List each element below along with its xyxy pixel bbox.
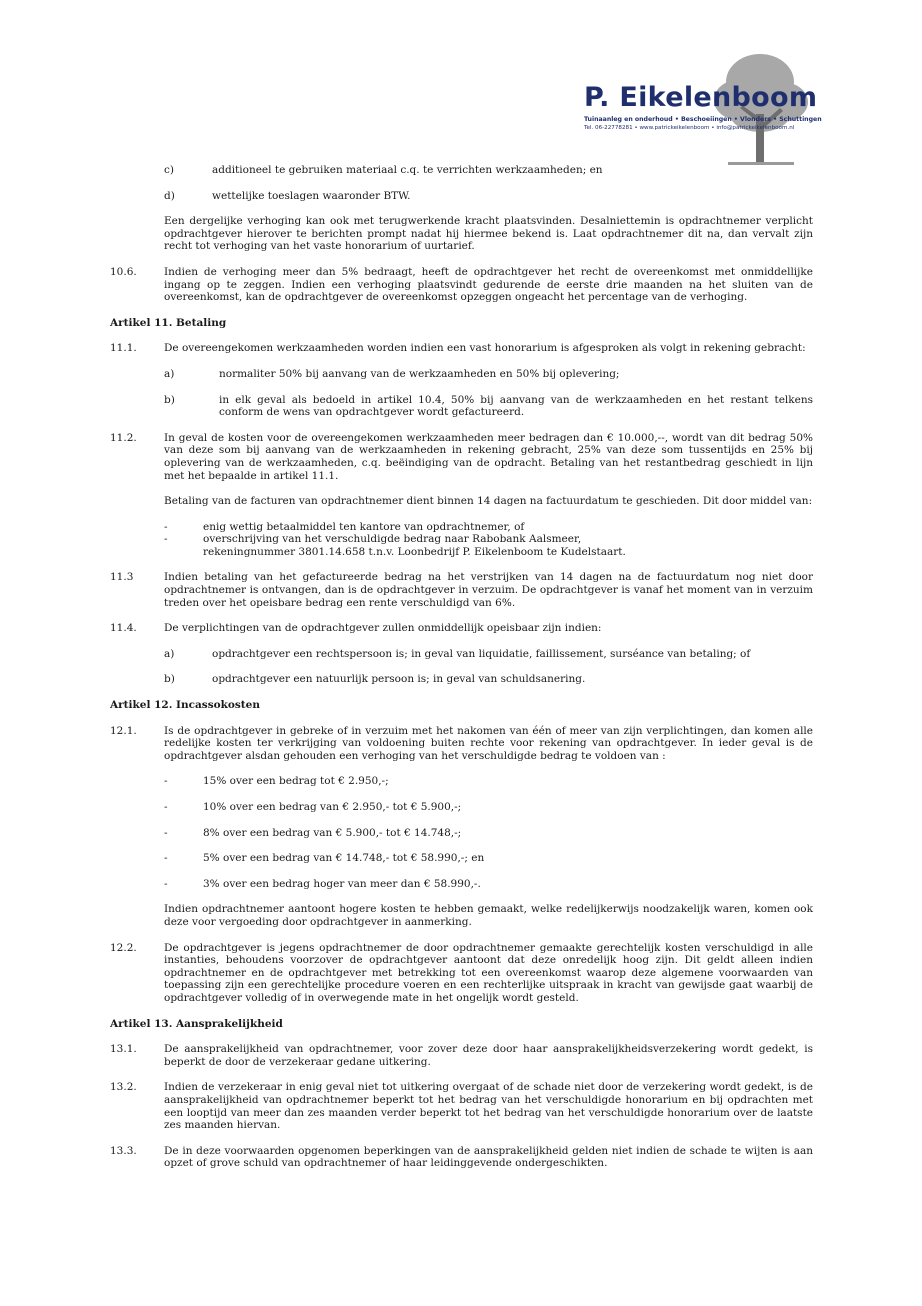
item-line: rekeningnummer 3801.14.658 t.n.v. Loonbedrijf P. Eikelenboom te Kudelstaart. [203, 545, 626, 558]
item-label: b) [164, 393, 175, 406]
list-item [164, 190, 813, 203]
list-item [164, 521, 813, 534]
clause-number: 10.6. [110, 265, 137, 278]
list-item [164, 852, 813, 865]
item-dash: - [164, 775, 168, 788]
clause-number: 11.4. [110, 622, 137, 635]
clause-13-2 [110, 1081, 813, 1131]
clause-number: 12.2. [110, 941, 137, 954]
item-label: a) [164, 647, 175, 660]
clause-number: 11.1. [110, 342, 137, 355]
clause-text: Is de opdrachtgever in gebreke of in verzuim met het nakomen van één of meer van zijn verplichtingen, dan komen alle redelijke kosten ter verkrijging van voldoening buiten rechte voor rekening van opdrachtgever. In ieder geval is de opdrachtgever alsdan gehouden een verhoging van het verschuldigde bedrag te voldoen van : [164, 724, 813, 762]
item-dash: - [164, 826, 168, 839]
clause-12-2 [110, 942, 813, 1005]
item-dash: - [164, 852, 168, 865]
item-dash: - [164, 533, 168, 546]
list-item [164, 648, 813, 661]
clause-13-1 [110, 1043, 813, 1068]
item-label: c) [164, 164, 174, 176]
clause-number: 13.1. [110, 1043, 137, 1056]
clause-number: 11.3 [110, 571, 134, 584]
list-item [164, 164, 813, 177]
clause-number: 11.2. [110, 431, 137, 444]
clause-10-6 [110, 266, 813, 304]
item-text: wettelijke toeslagen waaronder BTW. [212, 189, 411, 202]
company-name: P. Eikelenboom [584, 82, 818, 113]
company-contact: Tel. 06-22778281 • www.patrickeikelenboom • info@patrickeikelenboom.nl [584, 125, 795, 131]
item-text: 15% over een bedrag tot € 2.950,-; [203, 775, 389, 788]
item-text: 8% over een bedrag van € 5.900,- tot € 14.748,-; [203, 826, 462, 839]
clause-number: 12.1. [110, 724, 137, 737]
clause-12-1 [110, 725, 813, 763]
item-text: enig wettig betaalmiddel ten kantore van opdrachtnemer, of [203, 520, 525, 533]
item-text: 10% over een bedrag van € 2.950,- tot € 5.900,-; [203, 801, 462, 813]
list-item [164, 533, 813, 558]
clause-text: In geval de kosten voor de overeengekomen werkzaamheden meer bedragen dan € 10.000,--, wordt van dit bedrag 50% van deze som bij aanvang van de werkzaamheden in rekening gebracht, 25% van deze som tussentijds en 25% bij oplevering van de werkzaamheden, c.q. beëindiging van de opdracht. Betaling van het restantbedrag geschiedt in lijn met het bepaalde in artikel 11.1. [164, 431, 813, 482]
item-text: 5% over een bedrag van € 14.748,- tot € 58.990,-; en [203, 852, 485, 865]
list-item [164, 775, 813, 788]
section-heading: Artikel 12. Incassokosten [110, 699, 260, 712]
section-heading: Artikel 11. Betaling [110, 316, 227, 329]
item-text: normaliter 50% bij aanvang van de werkzaamheden en 50% bij oplevering; [219, 367, 620, 380]
item-text [203, 533, 813, 558]
clause-13-3 [110, 1145, 813, 1170]
clause-text: Indien de verzekeraar in enig geval niet tot uitkering overgaat of de schade niet door de verzekering wordt gedekt, is de aansprakelijkheid van opdrachtnemer beperkt tot het bedrag van het verschuldigde honorarium en bij opdrachten met een looptijd van meer dan zes maanden verder beperkt tot het bedrag van het verschuldigde honorarium over de laatste zes maanden hiervan. [164, 1081, 813, 1132]
clause-text: De opdrachtgever is jegens opdrachtnemer de door opdrachtnemer gemaakte gerechtelijk kosten verschuldigd in alle instanties, behoudens voorzover de opdrachtgever aantoont dat deze onredelijk hoog zijn. Dit geldt alleen indien opdrachtnemer en de opdrachtgever met betrekking tot een overeenkomst waarop deze algemene voorwaarden van toepassing zijn een gerechtelijke procedure voeren en een rechterlijke uitspraak in kracht van gewijsde gaat waarbij de opdrachtgever volledig of in overwegende mate in het ongelijk wordt gesteld. [164, 941, 813, 1004]
clause-text: De aansprakelijkheid van opdrachtnemer, voor zover deze door haar aansprakelijkheidsverzekering wordt gedekt, is beperkt de door de verzekeraar gedane uitkering. [164, 1043, 813, 1068]
list-item [164, 368, 813, 381]
clause-number: 13.2. [110, 1081, 137, 1094]
clause-11-4 [110, 622, 813, 635]
clause-text: De in deze voorwaarden opgenomen beperkingen van de aansprakelijkheid gelden niet indien de schade te wijten is aan opzet of grove schuld van opdrachtnemer of haar leidinggevende ondergeschikten. [164, 1144, 813, 1170]
clause-text: De verplichtingen van de opdrachtgever zullen onmiddellijk opeisbaar zijn indien: [164, 622, 602, 635]
clause-number: 13.3. [110, 1144, 137, 1157]
document-body [110, 164, 813, 1170]
item-text: opdrachtgever een rechtspersoon is; in geval van liquidatie, faillissement, surséance van betaling; of [212, 647, 751, 660]
company-tagline: Tuinaanleg en onderhoud • Beschoeiingen • Vlonders • Schuttingen [584, 116, 822, 123]
clause-11-3 [110, 571, 813, 609]
item-dash: - [164, 520, 168, 533]
clause-11-1 [110, 342, 813, 355]
item-dash: - [164, 877, 168, 890]
item-label: a) [164, 367, 175, 380]
clause-text: Indien de verhoging meer dan 5% bedraagt, heeft de opdrachtgever het recht de overeenkomst met onmiddellijke ingang op te zeggen. Indien een verhoging plaatsvindt gedurende de eerste drie maanden na het sluiten van de overeenkomst, kan de opdrachtgever de overeenkomst opzeggen ongeacht het percentage van de verhoging. [164, 265, 813, 304]
paragraph: Indien opdrachtnemer aantoont hogere kosten te hebben gemaakt, welke redelijkerwijs noodzakelijk waren, komen ook deze voor vergoeding door opdrachtgever in aanmerking. [164, 903, 813, 928]
item-text: additioneel te gebruiken materiaal c.q. te verrichten werkzaamheden; en [212, 164, 603, 176]
item-label: b) [164, 673, 175, 686]
item-text: in elk geval als bedoeld in artikel 10.4, 50% bij aanvang van de werkzaamheden en het restant telkens conform de wens van opdrachtgever wordt gefactureerd. [219, 393, 813, 419]
list-item [164, 878, 813, 891]
item-line: overschrijving van het verschuldigde bedrag naar Rabobank Aalsmeer, [203, 533, 582, 546]
clause-text: De overeengekomen werkzaamheden worden indien een vast honorarium is afgesproken als volgt in rekening gebracht: [164, 342, 806, 355]
item-text: opdrachtgever een natuurlijk persoon is; in geval van schuldsanering. [212, 673, 586, 686]
item-label: d) [164, 189, 175, 202]
paragraph: Betaling van de facturen van opdrachtnemer dient binnen 14 dagen na factuurdatum te geschieden. Dit door middel van: [164, 495, 813, 508]
company-logo [584, 52, 822, 168]
clause-text: Indien betaling van het gefactureerde bedrag na het verstrijken van 14 dagen na de factuurdatum nog niet door opdrachtnemer is ontvangen, dan is de opdrachtgever in verzuim. De opdrachtgever is vanaf het moment van in verzuim treden over het opeisbare bedrag een rente verschuldigd van 6%. [164, 571, 813, 609]
clause-11-2 [110, 432, 813, 482]
list-item [164, 673, 813, 686]
paragraph: Een dergelijke verhoging kan ook met terugwerkende kracht plaatsvinden. Desalniettemin is opdrachtnemer verplicht opdrachtgever hierover te berichten prompt nadat hij hiermee bekend is. Laat opdrachtnemer dit na, dan vervalt zijn recht tot verhoging van het vaste honorarium of uurtarief. [164, 215, 813, 253]
item-text: 3% over een bedrag hoger van meer dan € 58.990,-. [203, 877, 481, 890]
list-item [164, 801, 813, 814]
section-heading: Artikel 13. Aansprakelijkheid [110, 1017, 283, 1030]
list-item [164, 827, 813, 840]
item-dash: - [164, 801, 168, 813]
list-item [164, 394, 813, 419]
